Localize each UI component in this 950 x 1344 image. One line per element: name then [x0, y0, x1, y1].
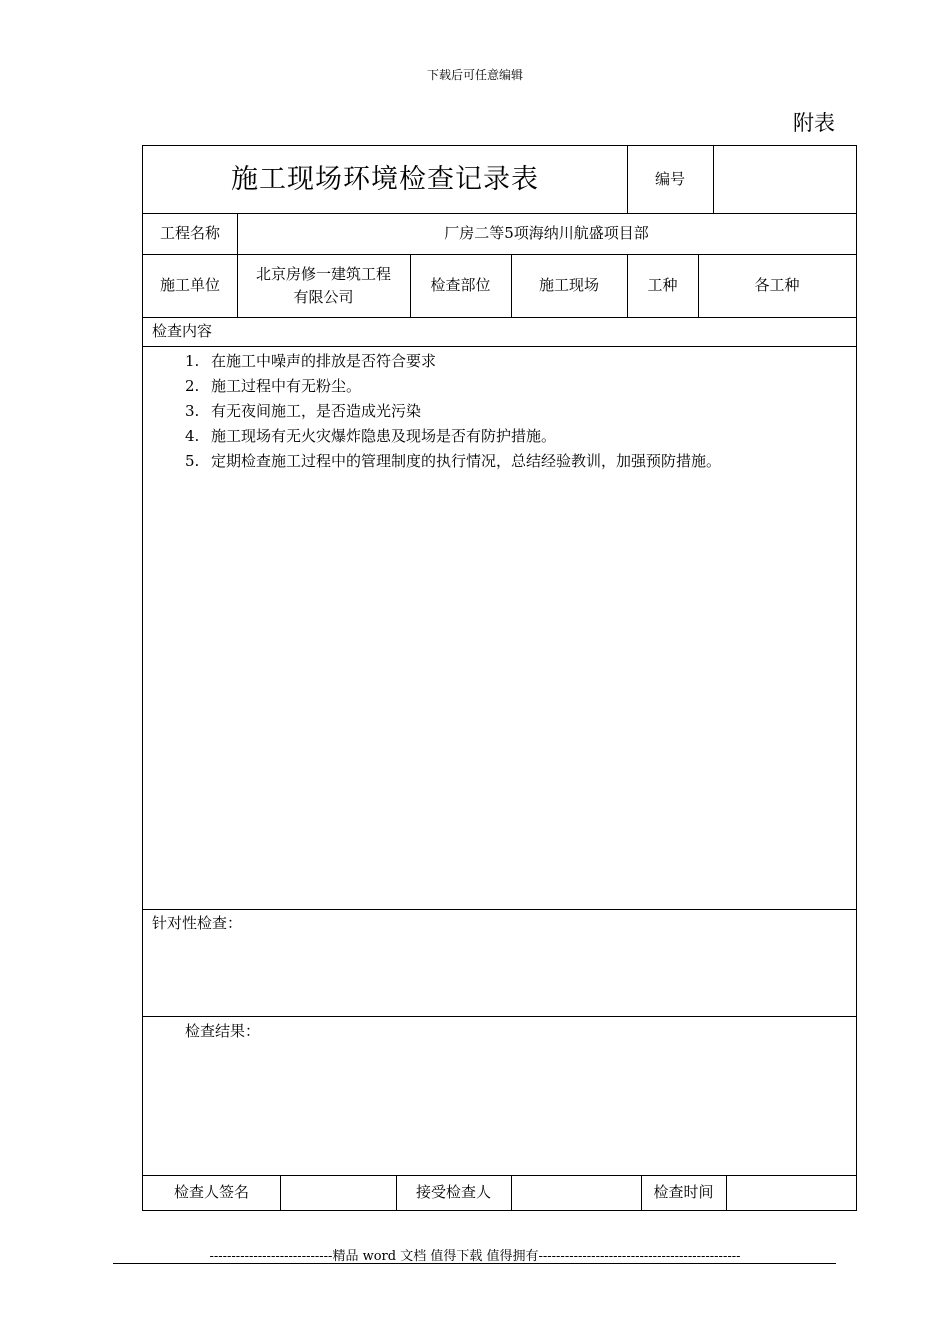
row-divider [143, 1016, 856, 1017]
footer-text: ----------------------------精品 word 文档 值得下载 值得拥有---------------------------------------------- [209, 1249, 741, 1264]
header-note: 下载后可任意编辑 [426, 68, 523, 82]
check-item: 4. 施工现场有无火灾爆炸隐患及现场是否有防护措施。 [185, 427, 557, 445]
row-divider [143, 346, 856, 347]
unit-label: 施工单位 [159, 276, 220, 294]
check-item: 5. 定期检查施工过程中的管理制度的执行情况，总结经验教训，加强预防措施。 [185, 452, 722, 470]
inspection-form [142, 145, 857, 1211]
check-item: 3. 有无夜间施工，是否造成光污染 [185, 402, 422, 420]
check-location-value: 施工现场 [538, 276, 599, 294]
check-item: 1. 在施工中噪声的排放是否符合要求 [185, 352, 437, 370]
check-item: 2. 施工过程中有无粉尘。 [185, 377, 362, 395]
appendix-label: 附表 [793, 111, 835, 135]
inspected-person-field[interactable] [511, 1175, 641, 1210]
work-type-value: 各工种 [754, 276, 800, 294]
content-label: 检查内容 [152, 322, 213, 340]
targeted-check-area[interactable] [143, 936, 856, 1014]
check-time-label: 检查时间 [653, 1183, 714, 1201]
number-label: 编号 [654, 170, 685, 188]
check-time-field[interactable] [726, 1175, 856, 1210]
inspected-person-label: 接受检查人 [415, 1183, 491, 1201]
targeted-check-label: 针对性检查： [152, 914, 243, 932]
number-field[interactable] [713, 146, 856, 213]
form-title: 施工现场环境检查记录表 [231, 164, 539, 195]
check-items-list [185, 349, 721, 474]
project-name-value: 厂房二等5项海纳川航盛项目部 [444, 224, 649, 242]
row-divider [143, 909, 856, 910]
project-name-label: 工程名称 [159, 224, 220, 242]
inspector-sign-label: 检查人签名 [173, 1183, 249, 1201]
unit-value [237, 254, 410, 317]
result-area[interactable] [143, 1044, 856, 1172]
unit-value-line1: 北京房修一建筑工程 [255, 264, 391, 283]
work-type-label: 工种 [647, 276, 678, 294]
unit-value-line2: 有限公司 [293, 287, 354, 306]
footer-divider [113, 1263, 836, 1264]
check-location-label: 检查部位 [430, 276, 491, 294]
result-label: 检查结果： [185, 1022, 261, 1040]
inspector-sign-field[interactable] [280, 1175, 396, 1210]
